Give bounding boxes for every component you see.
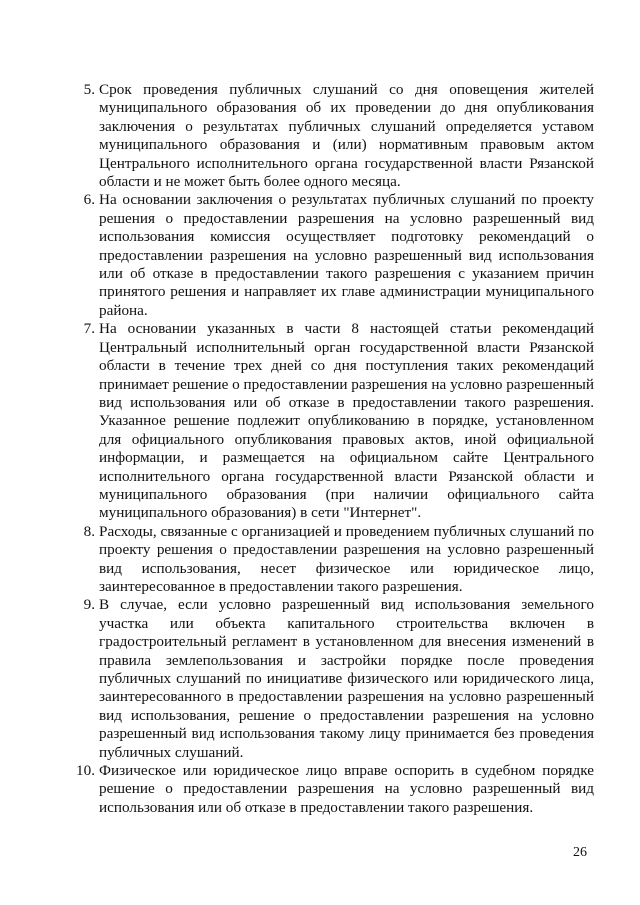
item-text: На основании указанных в части 8 настоящей статьи рекомендаций Центральный исполнительный орган государственной власти Рязанской области в течение трех дней со дня поступления таких рекомендаций принимает решение о предоставлении разрешения на условно разрешенный вид использования или об отказе в предоставлении такого разрешения. Указанное решение подлежит опубликованию в порядке, установленном для официального опубликования правовых актов, иной официальной информации, и размещается на официальном сайте Центрального исполнительного органа государственной власти Рязанской области и муниципального образования (при наличии официального сайта муниципального образования) в сети "Интернет". [99,320,594,522]
list-item [62,523,594,597]
item-number: 7. [83,320,95,338]
item-text: Физическое или юридическое лицо вправе оспорить в судебном порядке решение о предоставлении разрешения на условно разрешенный вид использования или об отказе в предоставлении такого разрешения. [99,762,594,816]
item-number: 8. [83,522,95,540]
item-number: 5. [83,81,95,98]
item-number: 9. [83,596,95,614]
item-number: 10. [76,762,95,780]
list-item [62,596,594,762]
item-text: В случае, если условно разрешенный вид использования земельного участка или объекта капитального строительства включен в градостроительный регламент в установленном для внесения изменений в правила землепользования и застройки порядке после проведения публичных слушаний по инициативе физического или юридического лица, заинтересованного в предоставлении разрешения на условно разрешенный вид использования, решение о предоставлении разрешения на условно разрешенный вид использования такому лицу принимается без проведения публичных слушаний. [99,596,594,761]
item-text: Срок проведения публичных слушаний со дня оповещения жителей муниципального образования об их проведении до дня опубликования заключения о результатах публичных слушаний определяется уставом муниципального образования и (или) нормативным правовым актом Центрального исполнительного органа государственной власти Рязанской области и не может быть более одного месяца. [99,81,594,191]
list-item [62,320,594,522]
page-number: 26 [573,845,587,860]
numbered-list [62,81,594,817]
item-text: На основании заключения о результатах публичных слушаний по проекту решения о предоставлении разрешения на условно разрешенный вид использования комиссия осуществляет подготовку рекомендаций о предоставлении разрешения на условно разрешенный вид использования или об отказе в предоставлении такого разрешения с указанием причин принятого решения и направляет их главе администрации муниципального района. [99,191,594,319]
item-number: 6. [83,191,95,209]
item-text: Расходы, связанные с организацией и проведением публичных слушаний по проекту решения о предоставлении разрешения на условно разрешенный вид использования, несет физическое или юридическое лицо, заинтересованное в предоставлении такого разрешения. [99,522,594,595]
list-item [62,81,594,191]
list-item [62,762,594,817]
list-item [62,191,594,320]
